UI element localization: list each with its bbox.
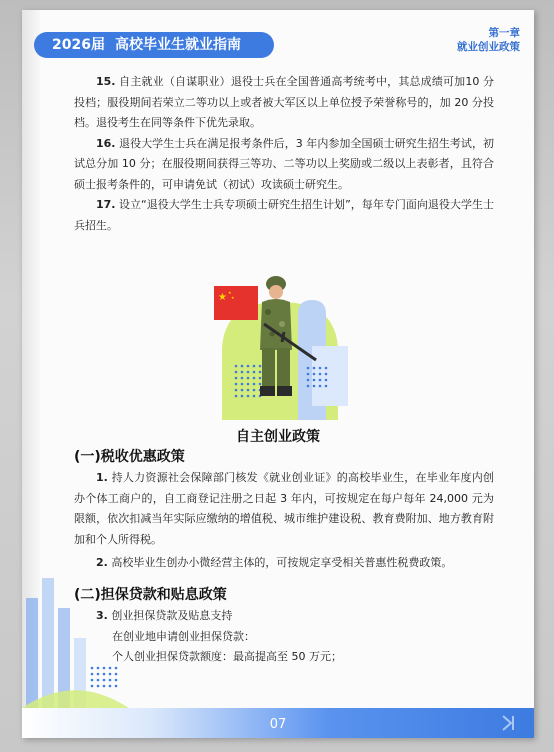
next-page-icon[interactable] bbox=[500, 714, 516, 732]
svg-text:★: ★ bbox=[228, 290, 232, 295]
section-title: 自主创业政策 bbox=[236, 429, 320, 445]
light-blue-block bbox=[312, 346, 348, 406]
book-page bbox=[22, 10, 534, 738]
paragraph-15 bbox=[74, 72, 494, 134]
paragraph-text: 高校毕业生创办小微经营主体的，可按规定享受相关普惠性税费政策。 bbox=[111, 556, 453, 569]
loan-line-2: 在创业地申请创业担保贷款： bbox=[112, 629, 255, 643]
paragraph-text: 持人力资源社会保障部门核发《就业创业证》的高校毕业生，在毕业年度内创办个体工商户的，自工商登记注册之日起 3 年内，可按规定在每户每年 24,000 元为限额，依次扣减当年实际应缴纳的增值税、城市维护建设税、教育费附加、地方教育附加和个人所得税。 bbox=[74, 471, 495, 546]
chapter-title: 就业创业政策 bbox=[457, 41, 520, 53]
paragraph-number: 17. bbox=[96, 198, 116, 211]
svg-text:★: ★ bbox=[218, 292, 227, 303]
paragraph-16 bbox=[74, 134, 494, 196]
paragraph-text: 退役大学生士兵在满足报考条件后，3 年内参加全国硕士研究生招生考试，初试总分加 10 分；在服役期间获得三等功、二等功以上奖励或二级以上表彰者，且符合硕士报考条件的，可申请免试（初试）攻读硕士研究生。 bbox=[74, 136, 494, 191]
paragraph-text: 设立“退役大学生士兵专项硕士研究生招生计划”，每年专门面向退役大学生士兵招生。 bbox=[74, 198, 494, 232]
tax-heading: (一)税收优惠政策 bbox=[74, 449, 185, 465]
top-paragraphs bbox=[74, 72, 494, 236]
soldier-illustration bbox=[200, 272, 360, 420]
paragraph-number: 16. bbox=[96, 136, 116, 150]
loan-paragraphs bbox=[74, 606, 494, 668]
guide-title: 高校毕业生就业指南 bbox=[114, 37, 241, 53]
paragraph-text: 自主就业（自谋职业）退役士兵在全国普通高考统考中，其总成绩可加10 分投档；服役期间若荣立二等功以上或者被大军区以上单位授予荣誉称号的，加 20 分投档。退役考生在同等条件下优先录取。 bbox=[74, 75, 494, 129]
paragraph-number: 1. bbox=[96, 471, 108, 484]
tax-item-1 bbox=[74, 468, 494, 550]
paragraph-number: 3. bbox=[96, 609, 108, 622]
loan-heading: (二)担保贷款和贴息政策 bbox=[74, 587, 227, 603]
paragraph-number: 2. bbox=[96, 556, 108, 569]
page-number: 07 bbox=[269, 717, 287, 732]
tax-paragraphs bbox=[74, 468, 494, 574]
chapter-label bbox=[457, 26, 520, 54]
paragraph-17 bbox=[74, 195, 494, 236]
guide-year: 2026届 bbox=[52, 37, 105, 53]
paragraph-text: 创业担保贷款及贴息支持 bbox=[111, 609, 233, 622]
chapter-number: 第一章 bbox=[488, 27, 520, 39]
loan-item-3 bbox=[74, 606, 494, 627]
svg-text:★: ★ bbox=[231, 295, 235, 300]
guide-title-banner bbox=[34, 32, 274, 58]
loan-line-3: 个人创业担保贷款额度：最高提高至 50 万元； bbox=[112, 650, 342, 663]
paragraph-number: 15. bbox=[96, 75, 116, 88]
